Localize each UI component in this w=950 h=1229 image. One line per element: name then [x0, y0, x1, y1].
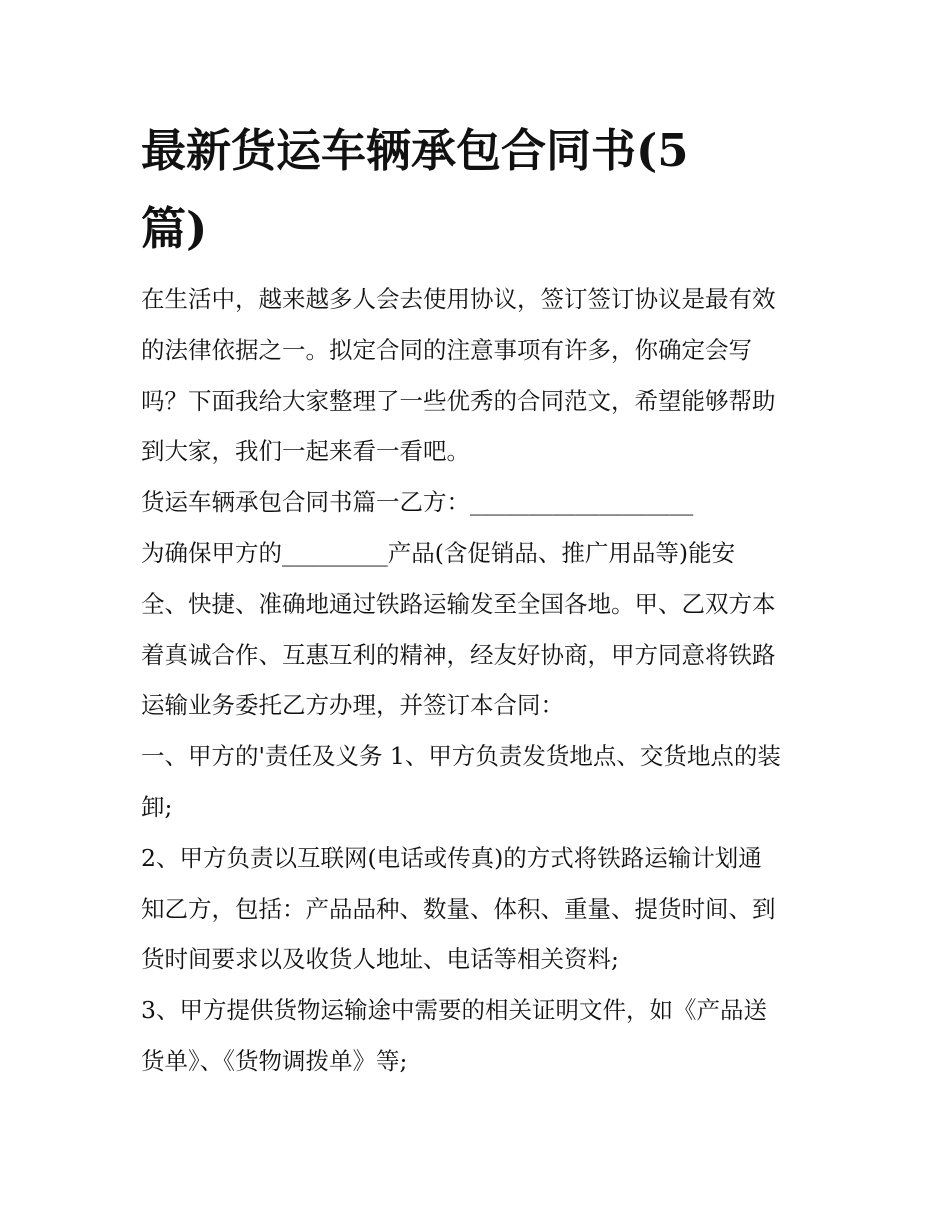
- body-line: 吗？下面我给大家整理了一些优秀的合同范文，希望能够帮助: [141, 386, 776, 415]
- body-line: 全、快捷、准确地通过铁路运输发至全国各地。甲、乙双方本: [141, 589, 776, 618]
- body-line: 货单》、《货物调拨单》等;: [141, 1046, 408, 1075]
- body-line: 2、甲方负责以互联网(电话或传真)的方式将铁路运输计划通: [141, 843, 762, 872]
- body-line: 的法律依据之一。拟定合同的注意事项有许多，你确定会写: [141, 335, 752, 364]
- body-line: 到大家，我们一起来看一看吧。: [141, 437, 470, 466]
- body-line: 一、甲方的'责任及义务 1、甲方负责发货地点、交货地点的装: [141, 742, 781, 771]
- body-line: 为确保甲方的_________产品(含促销品、推广用品等)能安: [141, 538, 736, 567]
- body-line: 卸;: [141, 792, 173, 821]
- body-line: 3、甲方提供货物运输途中需要的相关证明文件，如《产品送: [141, 996, 767, 1025]
- body-line: 在生活中，越来越多人会去使用协议，签订签订协议是最有效: [141, 285, 776, 313]
- title-line: 最新货运车辆承包合同书(5: [141, 124, 689, 177]
- body-line: 着真诚合作、互惠互利的精神，经友好协商，甲方同意将铁路: [141, 640, 776, 669]
- body-line: 货运车辆承包合同书篇一乙方：___________________: [141, 488, 694, 517]
- document-title: [141, 112, 811, 268]
- body-line: 货时间要求以及收货人地址、电话等相关资料;: [141, 945, 619, 974]
- body-line: 知乙方，包括：产品品种、数量、体积、重量、提货时间、到: [141, 894, 776, 923]
- body-line: 运输业务委托乙方办理，并签订本合同：: [141, 691, 564, 720]
- title-line: 篇): [141, 202, 208, 255]
- document-body: [141, 274, 821, 1087]
